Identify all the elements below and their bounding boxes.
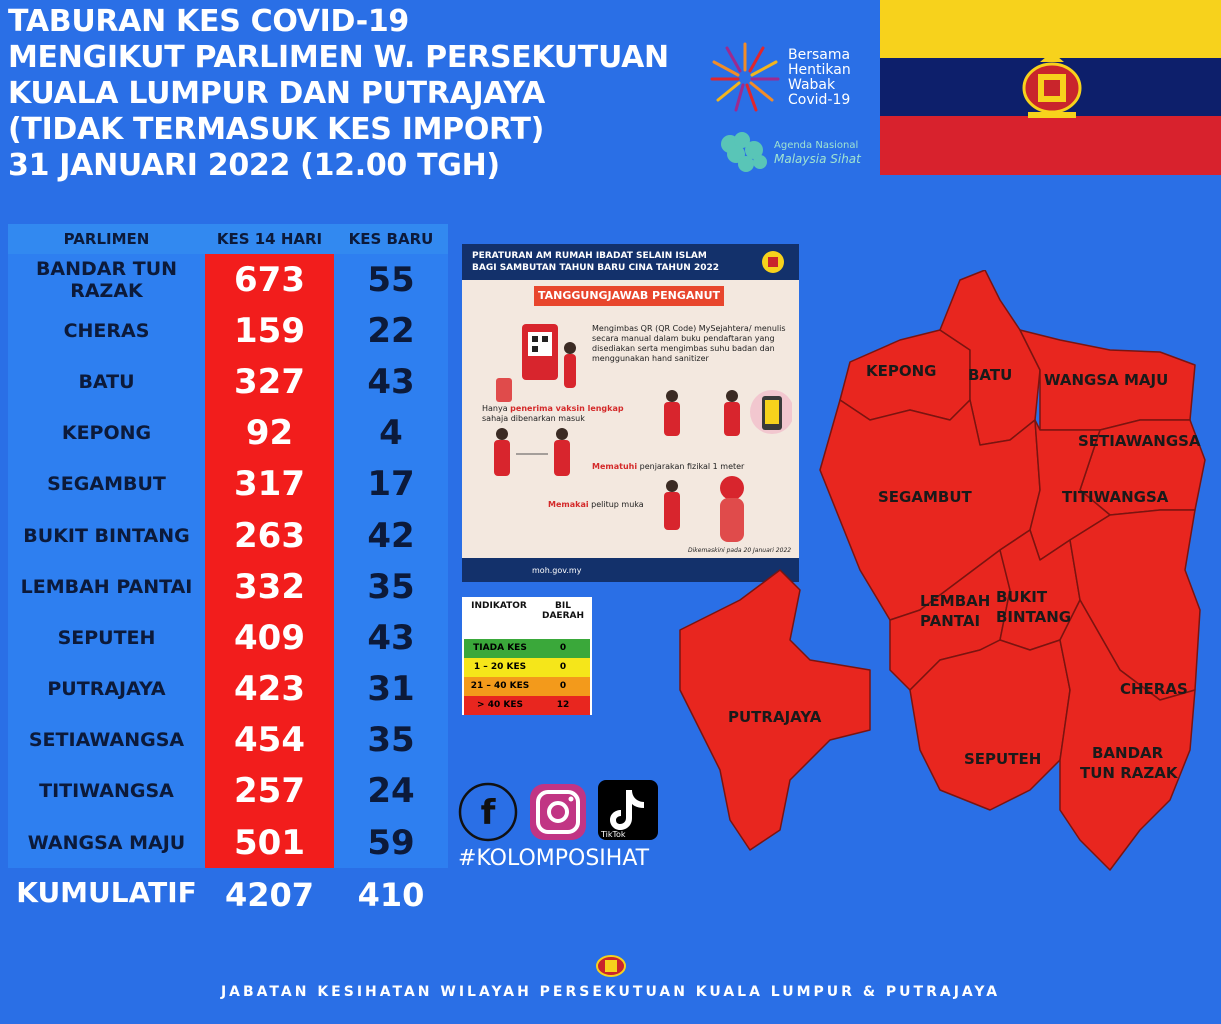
table-header [8, 224, 448, 254]
map-label-bintang: BINTANG [996, 608, 1072, 626]
kes-baru-value: 43 [367, 617, 415, 658]
table-row [8, 305, 448, 356]
map-label-bandar: BANDAR [1092, 744, 1164, 762]
total-kes-14: 4207 [224, 876, 315, 914]
kes-baru-value: 42 [367, 515, 415, 556]
legend-label: TIADA KES [473, 643, 527, 653]
parlimen-name: SETIAWANGSA [28, 729, 185, 752]
poster-item-vaccine: Hanya penerima vaksin lengkap sahaja dibenarkan masuk [482, 404, 624, 423]
parlimen-name: KEPONG [61, 422, 152, 445]
hashtag: #KOLOMPOSIHAT [458, 846, 650, 871]
parlimen-name: CHERAS [63, 319, 150, 342]
kes-14-hari-value: 423 [234, 669, 305, 710]
poster-header-line-1: PERATURAN AM RUMAH IBADAT SELAIN ISLAM [472, 251, 707, 261]
cases-table [8, 224, 448, 924]
kes-baru-value: 59 [367, 822, 415, 863]
parlimen-name: SEGAMBUT [47, 473, 166, 496]
kes-baru-value: 35 [367, 566, 415, 607]
parlimen-name: BATU [78, 370, 135, 393]
legend-label: 21 – 40 KES [470, 681, 530, 691]
qr-scan-illustration [482, 318, 582, 408]
header-parlimen: PARLIMEN [63, 230, 150, 248]
parlimen-name: WANGSA MAJU [27, 831, 186, 854]
agenda-malaysia-sihat-logo [716, 128, 880, 176]
burst-icon [708, 40, 782, 114]
poster-item-qr: Mengimbas QR (QR Code) MySejahtera/ menulis secara manual dalam buku pendaftaran yang disediakan serta mengimbas suhu badan dan menggunakan hand sanitizer [592, 324, 786, 363]
legend-row [464, 639, 590, 658]
legend-label: > 40 KES [477, 700, 523, 710]
map-region-seputeh [910, 640, 1070, 810]
agenda-label: Agenda Nasional [774, 140, 859, 151]
map-label-cheras: CHERAS [1120, 680, 1188, 698]
map-label-batu: BATU [968, 366, 1013, 384]
map-label-titiwangsa: TITIWANGSA [1062, 488, 1169, 506]
kes-baru-value: 55 [367, 259, 415, 300]
kes-14-hari-value: 673 [234, 259, 305, 300]
distancing-illustration [482, 424, 582, 494]
map-label-lembah: LEMBAH [920, 592, 991, 610]
header-kes-14-hari: KES 14 HARI [216, 230, 323, 248]
legend-row [464, 658, 590, 677]
total-row [8, 868, 448, 923]
map-label-segambut: SEGAMBUT [878, 488, 972, 506]
poster-ribbon: TANGGUNGJAWAB PENGANUT [534, 286, 724, 306]
title-line-2: MENGIKUT PARLIMEN W. PERSEKUTUAN [8, 40, 669, 75]
legend-value: 0 [559, 662, 567, 672]
legend-value: 0 [559, 681, 567, 691]
instagram-icon[interactable] [530, 784, 586, 840]
map-label-bukit: BUKIT [996, 588, 1048, 606]
legend-header-indikator: INDIKATOR [471, 601, 527, 611]
total-kes-baru: 410 [357, 876, 425, 914]
kes-14-hari-value: 501 [234, 822, 305, 863]
poster-item-distancing: Mematuhi penjarakan fizikal 1 meter [592, 462, 745, 471]
legend-row [464, 677, 590, 696]
title-line-4: (TIDAK TERMASUK KES IMPORT) [8, 112, 545, 147]
crest-small-icon [594, 950, 628, 978]
kes-14-hari-value: 317 [234, 464, 305, 505]
social-icons [458, 778, 658, 846]
table-row [8, 715, 448, 766]
table-row [8, 766, 448, 817]
map-label-tun-razak: TUN RAZAK [1080, 764, 1178, 782]
parlimen-name: BUKIT BINTANG [23, 524, 190, 547]
kes-14-hari-value: 409 [234, 617, 305, 658]
facebook-icon[interactable] [460, 784, 516, 840]
kes-baru-value: 4 [379, 413, 403, 454]
map-label-seputeh: SEPUTEH [964, 750, 1042, 768]
kes-14-hari-value: 263 [234, 515, 305, 556]
bersama-line-1: Bersama [788, 47, 851, 63]
map-label-setiawangsa: SETIAWANGSA [1078, 432, 1201, 450]
poster-header-line-2: BAGI SAMBUTAN TAHUN BARU CINA TAHUN 2022 [472, 263, 719, 273]
kes-14-hari-value: 327 [234, 361, 305, 402]
kes-14-hari-value: 332 [234, 566, 305, 607]
table-row [8, 408, 448, 459]
table-row [8, 612, 448, 663]
kes-14-hari-value: 92 [245, 413, 294, 454]
svg-text:f: f [480, 793, 496, 833]
kes-14-hari-value: 454 [234, 720, 305, 761]
total-label: KUMULATIF [16, 876, 197, 909]
parlimen-name: LEMBAH PANTAI [20, 575, 193, 598]
indicator-legend [462, 597, 592, 715]
kes-baru-value: 22 [367, 310, 415, 351]
kes-baru-value: 31 [367, 669, 415, 710]
table-row [8, 459, 448, 510]
kes-14-hari-value: 159 [234, 310, 305, 351]
title-line-1: TABURAN KES COVID-19 [8, 4, 409, 39]
table-row [8, 664, 448, 715]
parlimen-name: TITIWANGSA [39, 780, 174, 803]
district-map [640, 270, 1210, 890]
table-body [8, 254, 448, 868]
bersama-line-2: Hentikan [788, 62, 851, 78]
kes-baru-value: 35 [367, 720, 415, 761]
table-row [8, 510, 448, 561]
tiktok-label: TikTok [601, 830, 626, 839]
map-label-wangsa-maju: WANGSA MAJU [1044, 371, 1169, 389]
table-row [8, 254, 448, 305]
map-label-putrajaya: PUTRAJAYA [728, 708, 822, 726]
parlimen-name: PUTRAJAYA [47, 678, 166, 701]
parlimen-name: BANDAR TUN RAZAK [35, 257, 178, 302]
footer-text: JABATAN KESIHATAN WILAYAH PERSEKUTUAN KUALA LUMPUR & PUTRAJAYA [220, 984, 1001, 1000]
page-title [8, 4, 669, 184]
map-label-pantai: PANTAI [920, 612, 981, 630]
title-line-3: KUALA LUMPUR DAN PUTRAJAYA [8, 76, 545, 111]
title-line-5: 31 JANUARI 2022 (12.00 TGH) [8, 148, 500, 183]
legend-row [464, 696, 590, 715]
legend-value: 0 [559, 643, 567, 653]
parlimen-name: SEPUTEH [57, 626, 156, 649]
table-row [8, 561, 448, 612]
poster-url: moh.gov.my [532, 566, 582, 575]
bersama-line-4: Covid-19 [788, 92, 851, 108]
legend-label: 1 – 20 KES [473, 662, 527, 672]
poster-date: Dikemaskini pada 20 Januari 2022 [688, 547, 792, 554]
map-label-kepong: KEPONG [866, 362, 937, 380]
poster-item-mask: Memakai pelitup muka [548, 500, 644, 509]
wilayah-flag [880, 0, 1221, 175]
hibiscus-icon [716, 128, 772, 176]
table-row [8, 356, 448, 407]
malaysia-sihat-label: Malaysia Sihat [774, 152, 861, 166]
legend-value: 12 [556, 700, 570, 710]
kes-14-hari-value: 257 [234, 771, 305, 812]
kes-baru-value: 43 [367, 361, 415, 402]
kes-baru-value: 17 [367, 464, 415, 505]
bersama-line-3: Wabak [788, 77, 836, 93]
kes-baru-value: 24 [367, 771, 415, 812]
header-kes-baru: KES BARU [348, 230, 434, 248]
bersama-hentikan-logo [708, 38, 878, 128]
table-row [8, 817, 448, 868]
legend-header-bil: BIL DAERAH [541, 601, 584, 621]
